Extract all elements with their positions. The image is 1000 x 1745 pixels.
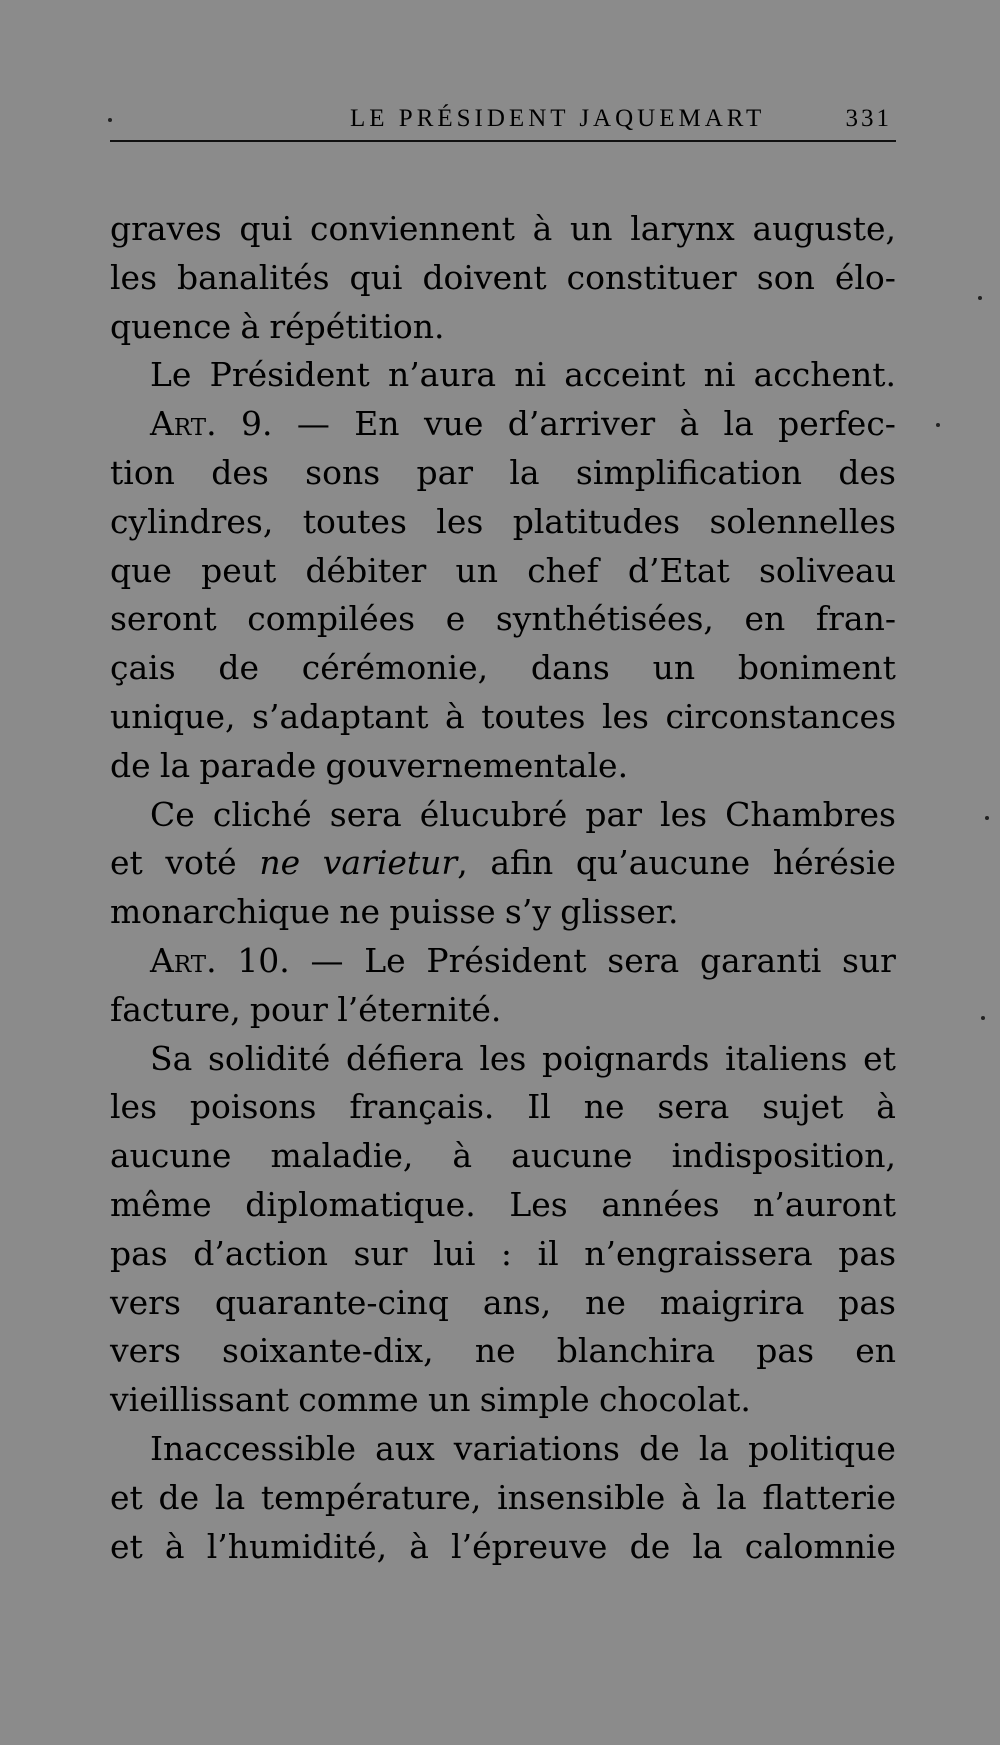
- word: solennelles: [709, 501, 896, 541]
- word: vue: [423, 404, 484, 444]
- text-line: [110, 1230, 896, 1279]
- word: lui: [433, 1233, 476, 1273]
- word: les: [601, 696, 649, 736]
- word: boniment: [737, 648, 896, 688]
- word: seront: [110, 599, 217, 639]
- word: un: [652, 648, 696, 688]
- word: ni: [703, 355, 736, 395]
- word: banalités: [177, 257, 330, 297]
- print-speck: [936, 423, 940, 427]
- text-line: [110, 644, 896, 693]
- word: sons: [305, 452, 381, 492]
- word: s’y: [504, 892, 551, 932]
- word: n’engraissera: [584, 1233, 813, 1273]
- word: Art.: [150, 940, 217, 980]
- word: parade: [199, 745, 317, 785]
- word: —: [310, 940, 344, 980]
- word: de: [110, 745, 151, 785]
- word: débiter: [305, 550, 427, 590]
- word: insensible: [497, 1477, 666, 1517]
- print-speck: [978, 296, 982, 300]
- word: français.: [349, 1087, 495, 1127]
- word: Ce: [150, 794, 195, 834]
- word: graves: [110, 209, 222, 248]
- word: simple: [479, 1380, 590, 1420]
- word: la: [509, 452, 540, 492]
- word: l’humidité,: [206, 1526, 388, 1566]
- word: aux: [375, 1428, 435, 1468]
- word: n’aura: [387, 355, 497, 395]
- word: la: [214, 1477, 246, 1517]
- text-line: [110, 986, 896, 1035]
- word: circonstances: [665, 696, 896, 736]
- text-line: [110, 1279, 896, 1328]
- word: calomnie: [744, 1526, 896, 1566]
- text-line: [110, 400, 896, 449]
- word: à: [240, 306, 261, 346]
- word: ne: [259, 843, 301, 883]
- word: platitudes: [512, 501, 681, 541]
- word: et: [110, 1526, 143, 1566]
- word: en: [855, 1331, 896, 1371]
- word: à: [452, 1136, 473, 1176]
- word: sur: [841, 940, 896, 980]
- word: 10.: [237, 940, 290, 980]
- word: sera: [329, 794, 402, 834]
- word: l’éternité.: [337, 989, 502, 1029]
- word: des: [211, 452, 269, 492]
- word: aucune: [511, 1136, 633, 1176]
- text-line: [110, 742, 896, 791]
- word: les: [110, 1087, 158, 1127]
- word: la: [698, 1428, 730, 1468]
- word: peut: [201, 550, 277, 590]
- word: que: [110, 550, 172, 590]
- word: larynx: [630, 209, 735, 248]
- word: unique,: [110, 696, 236, 736]
- word: n’auront: [753, 1184, 896, 1224]
- word: poignards: [542, 1038, 710, 1078]
- word: tion: [110, 452, 175, 492]
- word: indisposition,: [671, 1136, 896, 1176]
- word: et: [863, 1038, 896, 1078]
- word: à: [532, 209, 553, 248]
- word: soliveau: [758, 550, 896, 590]
- text-line: [110, 254, 896, 303]
- word: cérémonie,: [301, 648, 489, 688]
- text-line: [110, 1181, 896, 1230]
- text-line: [110, 595, 896, 644]
- word: par: [416, 452, 474, 492]
- word: Les: [509, 1184, 568, 1224]
- text-line: [110, 1132, 896, 1181]
- word: aucune: [110, 1136, 232, 1176]
- text-line: [110, 1035, 896, 1084]
- text-line: [110, 1083, 896, 1132]
- word: chocolat.: [598, 1380, 751, 1420]
- page-header: [110, 100, 896, 142]
- word: solidité: [207, 1038, 331, 1078]
- word: toutes: [481, 696, 586, 736]
- word: acchent.: [753, 355, 896, 395]
- word: acceint: [564, 355, 686, 395]
- page-number: 331: [845, 105, 892, 132]
- text-line: [110, 449, 896, 498]
- word: ne: [585, 1282, 626, 1322]
- text-line: [110, 888, 896, 937]
- word: à: [164, 1526, 185, 1566]
- word: vieillissant: [110, 1380, 290, 1420]
- word: pas: [110, 1233, 168, 1273]
- word: compilées: [247, 599, 416, 639]
- word: e: [445, 599, 466, 639]
- word: par: [585, 794, 642, 834]
- word: la: [716, 1477, 747, 1517]
- word: Il: [527, 1087, 551, 1127]
- word: Le: [150, 355, 192, 395]
- word: en: [744, 599, 786, 639]
- print-speck: [981, 1016, 985, 1020]
- word: facture,: [110, 989, 241, 1029]
- word: gouvernementale.: [325, 745, 629, 785]
- word: poisons: [189, 1087, 317, 1127]
- word: d’arriver: [507, 404, 656, 444]
- word: 9.: [240, 404, 273, 444]
- word: vers: [110, 1331, 181, 1371]
- word: cylindres,: [110, 501, 274, 541]
- text-line: [110, 1523, 896, 1572]
- word: monarchique: [110, 892, 331, 932]
- word: d’action: [193, 1233, 328, 1273]
- word: ne: [339, 892, 381, 932]
- word: années: [601, 1184, 720, 1224]
- word: l’épreuve: [451, 1526, 608, 1566]
- word: des: [838, 452, 896, 492]
- word: pas: [838, 1233, 896, 1273]
- text-line: [110, 351, 896, 400]
- word: voté: [165, 843, 237, 883]
- text-line: [110, 1474, 896, 1523]
- word: Chambres: [725, 794, 896, 834]
- word: qui: [349, 257, 403, 297]
- word: la: [692, 1526, 723, 1566]
- text-line: [110, 303, 896, 352]
- print-speck: [985, 816, 989, 820]
- word: élucubré: [419, 794, 568, 834]
- text-line: [110, 205, 896, 254]
- word: doivent: [422, 257, 547, 297]
- word: glisser.: [560, 892, 679, 932]
- word: un: [455, 550, 499, 590]
- word: les: [110, 257, 158, 297]
- word: toutes: [302, 501, 407, 541]
- word: à: [876, 1087, 896, 1127]
- word: un: [570, 209, 613, 248]
- word: ne: [583, 1087, 625, 1127]
- word: et: [110, 1477, 143, 1517]
- word: pas: [838, 1282, 896, 1322]
- word: de: [158, 1477, 200, 1517]
- word: garanti: [699, 940, 822, 980]
- word: élo-: [834, 257, 896, 297]
- text-line: [110, 498, 896, 547]
- word: conviennent: [310, 209, 515, 248]
- word: En: [354, 404, 400, 444]
- word: même: [110, 1184, 212, 1224]
- word: de: [629, 1526, 671, 1566]
- word: sujet: [762, 1087, 844, 1127]
- word: Le: [364, 940, 406, 980]
- text-line: [110, 1425, 896, 1474]
- word: à: [681, 1477, 701, 1517]
- word: afin: [490, 843, 554, 883]
- word: comme: [298, 1380, 419, 1420]
- word: çais: [110, 648, 176, 688]
- text-line: [110, 791, 896, 840]
- word: à: [679, 404, 700, 444]
- word: il: [537, 1233, 559, 1273]
- word: à: [445, 696, 465, 736]
- word: les: [436, 501, 484, 541]
- word: varietur,: [322, 843, 468, 883]
- text-line: [110, 937, 896, 986]
- word: sera: [607, 940, 680, 980]
- word: pour: [249, 989, 328, 1029]
- word: répétition.: [269, 306, 445, 346]
- text-line: [110, 693, 896, 742]
- word: perfec-: [778, 404, 896, 444]
- word: sur: [353, 1233, 408, 1273]
- word: et: [110, 843, 143, 883]
- word: défiera: [346, 1038, 464, 1078]
- word: cliché: [212, 794, 312, 834]
- word: les: [660, 794, 708, 834]
- word: s’adaptant: [252, 696, 429, 736]
- word: température,: [260, 1477, 482, 1517]
- word: qui: [239, 209, 293, 248]
- word: Inaccessible: [150, 1428, 357, 1468]
- text-line: [110, 1376, 896, 1425]
- word: un: [427, 1380, 471, 1420]
- text-line: [110, 1327, 896, 1376]
- word: pas: [756, 1331, 815, 1371]
- word: Président: [209, 355, 370, 395]
- word: maigrira: [659, 1282, 805, 1322]
- word: à: [409, 1526, 429, 1566]
- word: constituer: [566, 257, 737, 297]
- word: blanchira: [556, 1331, 716, 1371]
- word: italiens: [725, 1038, 848, 1078]
- word: ans,: [482, 1282, 552, 1322]
- print-speck: [108, 118, 112, 122]
- word: maladie,: [270, 1136, 414, 1176]
- word: quence: [110, 306, 232, 346]
- word: son: [756, 257, 815, 297]
- word: variations: [453, 1428, 620, 1468]
- text-line: [110, 547, 896, 596]
- word: Art.: [150, 404, 217, 444]
- word: Président: [426, 940, 587, 980]
- word: fran-: [815, 599, 896, 639]
- text-line: [110, 839, 896, 888]
- word: diplomatique.: [245, 1184, 476, 1224]
- word: les: [479, 1038, 527, 1078]
- word: hérésie: [772, 843, 896, 883]
- word: d’Etat: [627, 550, 730, 590]
- word: synthétisées,: [495, 599, 714, 639]
- word: la: [723, 404, 754, 444]
- word: soixante-dix,: [222, 1331, 434, 1371]
- word: qu’aucune: [575, 843, 751, 883]
- word: quarante-cinq: [214, 1282, 449, 1322]
- word: de: [639, 1428, 680, 1468]
- word: la: [159, 745, 191, 785]
- word: ni: [514, 355, 547, 395]
- body-text: [110, 205, 896, 1571]
- word: sera: [657, 1087, 730, 1127]
- running-title: LE PRÉSIDENT JAQUEMART: [350, 105, 766, 132]
- word: dans: [530, 648, 610, 688]
- word: vers: [110, 1282, 181, 1322]
- word: —: [296, 404, 330, 444]
- word: politique: [748, 1428, 896, 1468]
- word: Sa: [150, 1038, 193, 1078]
- word: de: [218, 648, 260, 688]
- word: simplification: [575, 452, 803, 492]
- word: auguste,: [752, 209, 896, 248]
- word: :: [500, 1233, 513, 1273]
- word: ne: [474, 1331, 516, 1371]
- word: chef: [527, 550, 599, 590]
- word: puisse: [389, 892, 496, 932]
- word: flatterie: [762, 1477, 896, 1517]
